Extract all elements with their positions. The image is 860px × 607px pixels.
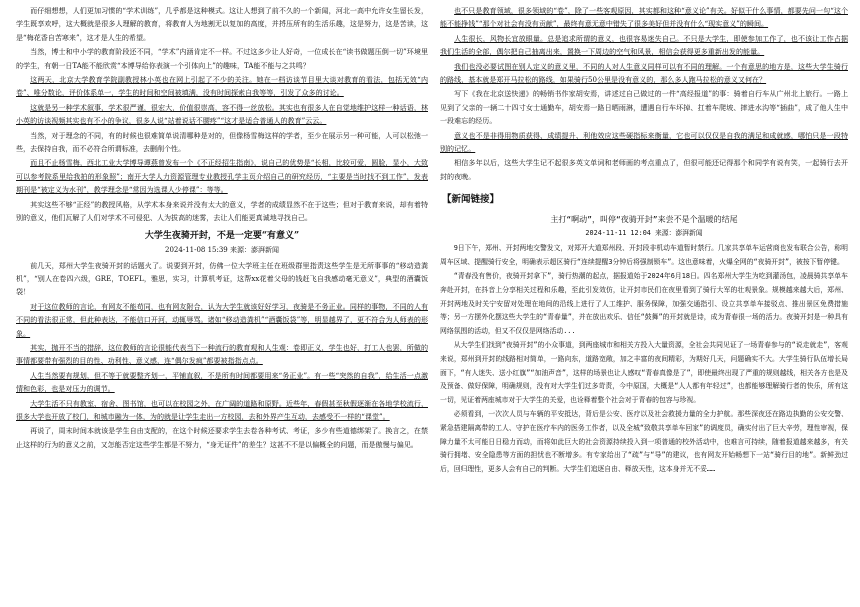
news-link-heading: 【新闻链接】 xyxy=(442,194,500,206)
paragraph: 大学生活不只有教室、宿舍、图书馆，也可以在校园之外，在广阔的道路和原野。近些年，春假甚至秋假逐渐在各地学校流行，很多大学也开放了校门，和城市融为一体，为的就是让学生走出一方校园，去和外界产生互动，去感受不一样的“课堂”。 xyxy=(16,398,428,421)
left-column xyxy=(16,4,428,452)
paragraph: 对于这位教师的言论，有网友不能苟同，也有网友附合，认为大学生就该好好学习，夜骑是不务正业。同样的事物，不同的人有不同的看法很正常，但此种表达，不能信口开河，动辄辱骂。诸如“移动造粪机”“酒囊饭袋”等，明显越界了，更不符合为人师表的形象。 xyxy=(16,301,428,338)
paragraph: 必须看到，一次次人员与车辆的平安抵达，背后是公安、医疗以及社会救援力量的全力护航。那些深夜还在路边执勤的公安交警、紧急搭建隔离带的工人、守护在医疗车内的医务工作者，以及全城“致敬共享单车回家”的调度员，确实付出了巨大辛劳，理性审视，保障力量不太可能日日稳力而动，而将如此巨大的社会资源持续投入到一项普通的校外活动中，也难言可持续，随着报道越来越多，有关骑行拥堵、安全隐患等方面的担忧也不断增多。有专家给出了“疏”与“导”的建议，也有网友开始畅想下一站“骑行目的地”。新鲜劲过后，回归理性，更多人会有自己的判断。大学生们追逐自由、释放天性，这本身并无不妥…… xyxy=(440,410,848,473)
paragraph: 人生很长，风物长宜放眼量。总是追求所谓的意义，也很容易迷失自己。不只是大学生，即使参加工作了，也不该让工作占据我们生活的全部，偶尔把自己抽离出来，置换一下周边的空气和风景，相信会获得更多重新出发的能量。 xyxy=(440,33,848,57)
article-meta: 2024-11-08 15:39 来源：澎湃新闻 xyxy=(165,245,279,254)
paragraph: 从大学生们找到“夜骑开封”的小众事道，到两座城市和相关方投入大量资源，全社会共同见证了一场青春参与的“说走就走”，客观来说，郑州到开封的线路相对简单，一路向东，道路宽敞，加之丰富的夜间精彩，为期好几天，问题确实不大。大学生骑行队伍增长局面下，“有人迷失、送小红旗”“加油声音”，这样的场景也让人感叹“青春真像是了”，即使最终出现了严重的规则越线，相关各方也是及及预备、做好保障，明确规则，没有对大学生们过多苛责，今中原国，大概是“人人都有年轻过”，也都能够理解骑行者的快乐，所有这一切，见证着两座城市对于大学生的关爱，也诠释着整个社会对于青春的包容与珍视。 xyxy=(440,341,848,404)
paragraph: 而仔细想想，人们更加习惯的“学术训练”，几乎都是这种模式。这让人想到了前不久的一个新闻，河北一高中允许女生留长发，学生既享欢呼，这大概就是很多人理解的教育，将教育人为地割无以复加的高度，并捋压所有的生活乐趣，这是努力，这是苦读，这是“梅花香自苦寒来”，这才是人生的希望。 xyxy=(16,6,428,42)
paragraph: 其实，抛开不当的措辞，这位教师的言论很能代表当下一种流行的教育观和人生观：卷即正义，学生也好，打工人也罢，所做的事情都要带有强烈的目的性、功利性、意义感，连“偶尔发疯”都要被指指点点。 xyxy=(16,342,428,366)
paragraph: 意义也不是非得用物质获得、成绩提升、利他效应这些硬指标来衡量，它也可以仅仅是自我的满足和成就感，哪怕只是一段特别的记忆。 xyxy=(440,130,848,154)
paragraph: 当然，博士和中小学的教育阶段还不同，“学术”内涵肯定不一样。不过这多少让人好奇，一位成长在“读书做题压倒一切”环境里的学生，有朝一日TA能不能欣赏“本博导给你表演一个引体向上”的趣味，TA能不能与之共鸣？ xyxy=(16,47,428,70)
paragraph: 这就是另一种学术叙事，学术很严谨，很宏大，价值很崇高，容不得一丝放松。其实也有很多人在自觉地维护这样一种话语，林小英的访谈视频其实也有不小的争议，很多人说“站着说话不腰疼”“这才是适合普通人的教育”云云。 xyxy=(16,102,428,126)
linked-article-title: 主打“啊动”，叫停“夜骑开封”来尝不是个温暖的结尾 xyxy=(550,215,738,225)
paragraph: 而且不止杨雪梅，西北工业大学博导谭燕曾发布一个《不正经招生指南》，说自己的优势是“长相，比较可爱，圆脸，显小，大致可以参考院系里给我拍的形象照”；南开大学人力资源管理专业教授孔学主页介绍自己的研究经历，“主要是当时找不到工作”，发表期刊是“被定义为水刊”，教学理念是“常因为选课人少停课”：等等。 xyxy=(16,158,428,195)
paragraph: 人生当然要有规划，但不等于就要整齐划一，平铺直叙，不是所有时间都要用来“务正业”。有一些“突然的自我”，给生活一点激情和色彩，也是对压力的调节。 xyxy=(16,370,428,394)
linked-article-body xyxy=(440,242,848,476)
paragraph: 相信多年以后，这些大学生记不起很多英文单词和老师画的考点重点了，但很可能还记得那个和同学有说有笑，一起骑行去开封的夜晚。 xyxy=(440,158,848,181)
right-column xyxy=(440,4,848,477)
paragraph: 也不只是教育领域，很多领域的“卷”，除了一些客观原因，其实都和这种“意义论”有关。好似干什么事情，都要先问一句“这个能不能挣钱”“那个对社会有没有贡献”，最终有意无意中错失了很多美好但并没有什么“现实意义”的瞬间。 xyxy=(440,6,848,29)
paragraph: 这两天，北京大学教育学院副教授林小英也在网上引起了不少的关注。她在一档访谈节目里大谈对教育的看法，包括无效“内卷”、唯分数论，评价体系单一，学生的时间和空间被填满，没有时间探索自我等等，引发了众多的讨论。 xyxy=(16,75,428,98)
paragraph: “青春没有售价，夜骑开封拿下”，骑行热潮的起点，据报道始于2024年6月18日。四名郑州大学生为吃到灌汤包，凌晨骑共享单车奔赴开封，在抖音上分享相关过程和乐趣，至此引发效仿，让开封市民们在夜里看到了骑行大军的壮观景象。规模越来越大后，郑州、开封两地及时关宁安留对处理在地间的沿线上进行了人工维护、服务保障，加强交通指引、设立共享单车接驳点、推出景区免费措施等；另一方摆外化摆这些大学生的“青春量”，并在放出欢乐、信任“鼓舞”的开封就是诗，成为青春很一场的活力。夜骑开封是一种具有网络氛围的活动，但又不仅仅是网络活动... xyxy=(440,272,848,335)
paragraph: 9日下午，郑州、开封两地交警发文，对郑开大道郑州段、开封段非机动车道暂时禁行。几家共享单车运营商也发布联合公告，称明周车区域、提醒骑行安全，明确表示超区骑行“连续提醒3分钟后将强制锁车”。这也意味着，火爆全网的“夜骑开封”，被按下暂停键。 xyxy=(440,244,848,266)
paragraph: 我们也没必要试图在别人定义的意义里，不同的人对人生意义同样可以有不同的理解。一个有意思的地方是，这些大学生骑行的路线，基本就是郑开马拉松的路线，如果骑行50公里是没有意义的，那么多人跑马拉松的意义又何在？ xyxy=(440,61,848,85)
paragraph: 其实这些不够“正经”的教授风格，从学术本身来说并没有太大的意义，学者的成绩显然不在于这些；但对于教育来说，却有着特别的意义，他们瓦解了人们对学术不可侵犯、人为拔高的迷雾，去让人们能更真诚地寻找自己。 xyxy=(16,199,428,223)
paragraph: 当然，对于理念的不同，有的时候也很难简单说清哪种是对的，但像杨雪梅这样的学者，至少在展示另一种可能，人可以松弛一些，去保持自我，而不必符合所谓标准，去删削个性。 xyxy=(16,130,428,154)
paragraph: 写下《我在北京送快递》的畅销书作家胡安焉，讲述过自己做过的一件“高经报道”的事：骑着自行车从广州北上旅行。一路上见到了父亲的一辆二十四寸女士通勤车，胡安焉一路日晒雨淋，遭遇自行车坏掉、扛着车爬坡、摔进水沟等“插曲”，成了他人生中一段难忘的经历。 xyxy=(440,89,848,126)
paragraph: 再说了，周末时间本就该是学生自由支配的，在这个时候还要求学生去卷各种考试、考证，多少有些道德绑架了。换言之，在禁止这样的行为的意义之前，又怎能否定这些学生都是不努力，“身无证件”的差生？这甚不不是以偏概全的问题，而是傲慢与偏见。 xyxy=(16,426,428,449)
paragraph: 前几天，郑州大学生夜骑开封的话题火了。说要到开封，仿佛一位大学班主任在班级群里指责这些学生是无所事事的“移动造粪机”，“别人在卷四六级，GRE，TOEFL，雅思，实习，计算机考证，这帮xx花着父母的钱赶飞自我感动毫无意义”，典型的酒囊饭袋！ xyxy=(16,260,428,297)
linked-article-meta: 2024-11-11 12:04 来源：澎湃新闻 xyxy=(585,229,703,238)
article-title: 大学生夜骑开封，不是一定要“有意义” xyxy=(144,230,300,241)
